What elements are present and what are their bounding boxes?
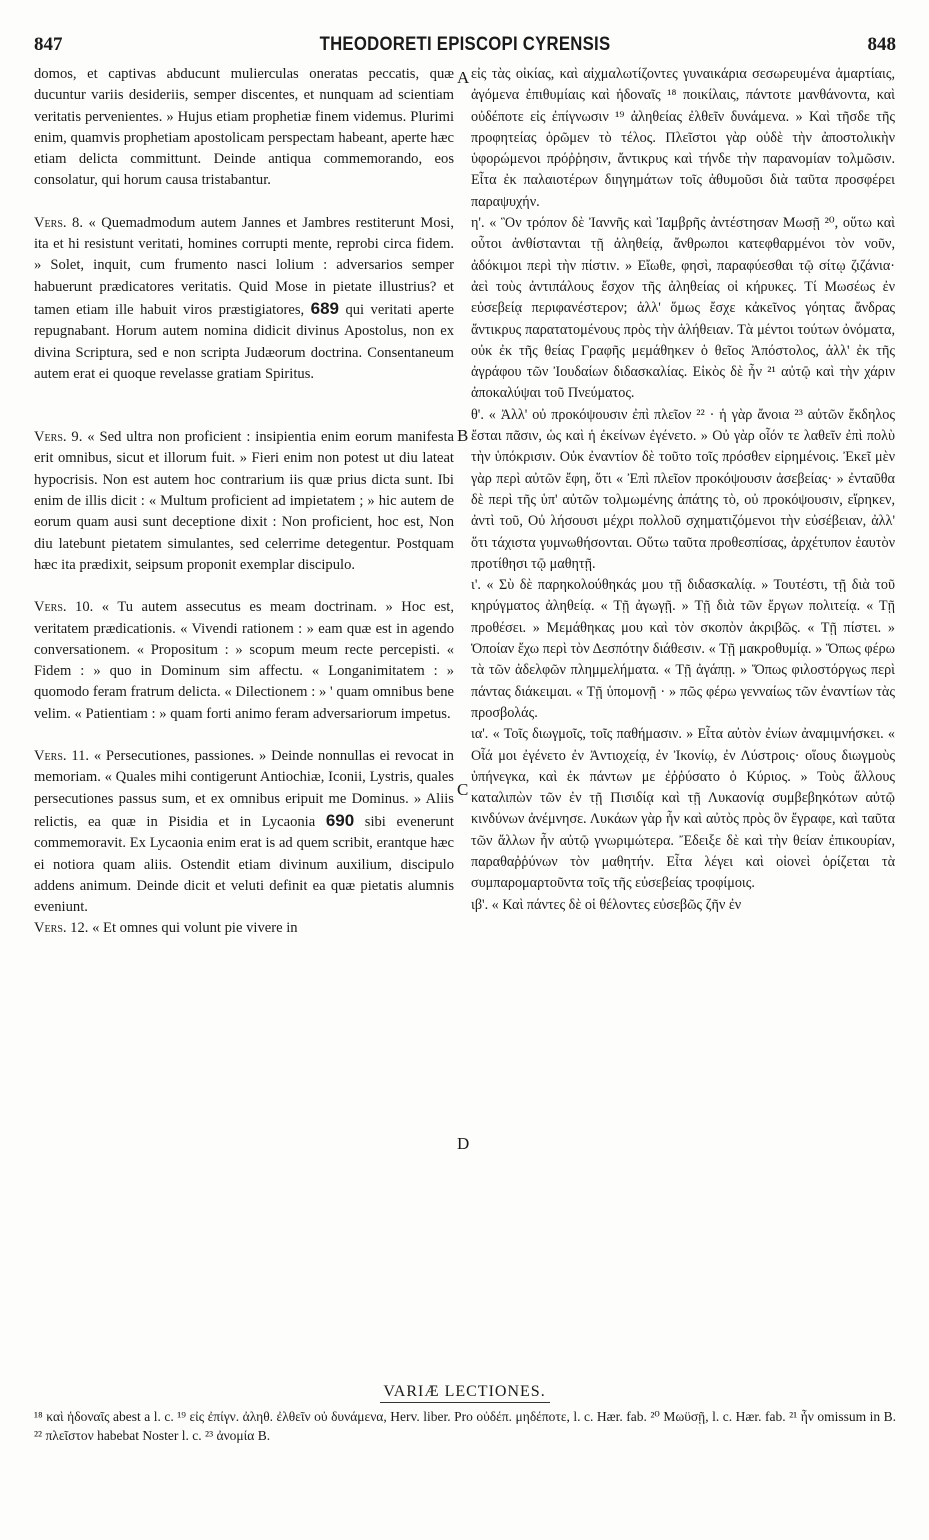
latin-verse-12-text: « Et omnes qui volunt pie vivere in: [92, 920, 298, 937]
latin-column: [34, 64, 454, 940]
latin-verse-9: [34, 427, 454, 576]
verse-label: Vers. 12.: [34, 920, 89, 937]
greek-verse-9: θ'. « Ἀλλ' οὐ προκόψουσιν ἐπὶ πλεῖον ²² · ἡ γὰρ ἄνοια ²³ αὐτῶν ἔκδηλος ἔσται πᾶσιν, ὡς καὶ ἡ ἐκείνων ἐγένετο. » Οὐ γὰρ οἷόν τε λαθεῖν ἐπὶ πολὺ τὴν ὑπόκρισιν. Οὐκ ἐναντίον δὲ τοῦτο τοῖς πρόσθεν εἰρημένοις. Ἐκεῖ μὲν γὰρ περὶ αὐτῶν ἔφη, ὅτι « Ἐπὶ πλεῖον προκόψουσιν ἀσεβείας· » ἐνταῦθα δὲ περὶ τῆς ὑπ' αὐτῶν τολμωμένης ἀπάτης τὸ, οὐ προκόψουσιν, εἴρηκεν, ἀντὶ τοῦ, Οὐ λήσουσι μέχρι πολλοῦ σχηματιζόμενοι τὴν εὐσέβειαν, ἀλλ' ὅτι τάχιστα γυμνωθήσονται. Οὕτω ταῦτα προθεσπίσας, ἀρχέτυπον ἑαυτὸν προτίθησι τῷ μαθητῇ.: [471, 406, 895, 572]
verse-label: Vers. 8.: [34, 214, 83, 231]
right-page-number: 848: [867, 34, 896, 55]
latin-verse-10: [34, 597, 454, 725]
verse-label: Vers. 11.: [34, 748, 90, 765]
latin-verse-12: [34, 918, 454, 939]
running-header: [34, 34, 896, 60]
latin-verse-11: [34, 746, 454, 918]
verse-label: Vers. 9.: [34, 429, 83, 446]
margin-letter-c: C: [457, 780, 469, 799]
margin-letter-b: B: [457, 426, 469, 445]
latin-verse-9-text: « Sed ultra non proficient : insipientia enim eorum manifesta erit omnibus, sicut et illorum fuit. » Fieri enim non potest ut diu lateat hypocrisis. Non est autem hoc contrarium iis quæ prius dicta sunt. Ibi enim de illis dicit : « Multum proficient ad impietatem ; » hic autem de eorum quam ausi sunt deceptione dixit : Non proficient, hoc est, Non diu latebunt pietatem simulantes, sed celerrime detegentur. Postquam hæc ita prædixit, seipsum proponit exemplar discipulo.: [34, 429, 454, 573]
verse-label: Vers. 10.: [34, 599, 94, 616]
column-marker: 689: [310, 298, 339, 318]
column-marker: 690: [325, 810, 355, 830]
margin-letter-d: D: [457, 1134, 470, 1153]
margin-letter-a: A: [457, 68, 470, 87]
latin-verse-10-text: « Tu autem assecutus es meam doctrinam. » Hoc est, veritatem prædicationis. « Vivendi rationem : » eam quæ est in agendo conversationem. « Propositum : » scopum meum recte percepisti. « Fidem : » quo in Dominum sim affectu. « Longanimitatem : » quomodo feram fratrum delicta. « Dilectionem : » ' quam omnibus bene velim. « Patientiam : » quam forti animo feram adversariorum impetus.: [34, 599, 454, 722]
greek-column: [471, 64, 895, 916]
running-title: THEODORETI EPISCOPI CYRENSIS: [319, 34, 611, 55]
latin-verse-8: [34, 213, 454, 385]
latin-verse-8-text-a: « Quemadmodum autem Jannes et Jambres restiterunt Mosi, ita et hi resistunt veritati, homines corrupti mente, reprobi circa fidem. » Solet, inquit, cum frumento nasci lolium : adversarios semper habuerunt prædicatores veritatis. Quid Mose in pietate illustrius? et tamen etiam ille habuit viros præstigiatores,: [34, 214, 454, 318]
greek-verse-11: ια'. « Τοῖς διωγμοῖς, τοῖς παθήμασιν. » Εἶτα αὐτὸν ἐνίων ἀναμιμνήσκει. « Οἷά μοι ἐγένετο ἐν Ἀντιοχείᾳ, ἐν Ἰκονίῳ, ἐν Λύστροις· οἵους διωγμοὺς ὑπήνεγκα, καὶ ἐκ πάντων με ἐῤῥύσατο ὁ Κύριος. » Τοὺς ἄλλους καταλιπὼν τῶν ἐν τῇ Πισιδίᾳ καὶ τῇ Λυκαονίᾳ συμβεβηκότων αὐτῷ κινδύνων ἀνέμνησε. Λυκάων γὰρ ἦν καὶ αὐτὸς πρὸς ὃν ἔγραφε, καὶ ταῦτα τῶν ἄλλων ἦν αὐτῷ γνωριμώτερα. Ἔδειξε δὲ καὶ τὴν θείαν ἐπικουρίαν, παραθαῤῥύνων τὸν μαθητήν. Εἶτα λέγει καὶ οἱονεὶ ὁρίζεται τὰ συμπαρομαρτοῦντα τοῖς τῆς εὐσεβείας τροφίμοις.: [471, 726, 895, 892]
latin-paragraph-intro: domos, et captivas abducunt mulierculas oneratas peccatis, quæ ducuntur variis desideriis, semper discentes, et nunquam ad scientiam veritatis pervenientes. » Hujus etiam prophetiæ finem videmus. Plurimi enim, quamvis prophetiam apostolicam perspectam habeant, aperte hæc etiam delicta committunt. Deinde antiqua commemorando, eos consolatur, qui horum causa tristabantur.: [34, 66, 454, 189]
greek-verse-8: η'. « Ὃν τρόπον δὲ Ἰαννῆς καὶ Ἰαμβρῆς ἀντέστησαν Μωσῇ ²⁰, οὕτω καὶ οὗτοι ἀνθίστανται τῇ ἀληθείᾳ, ἄνθρωποι κατεφθαρμένοι τὸν νοῦν, ἀδόκιμοι περὶ τὴν πίστιν. » Εἴωθε, φησὶ, παραφύεσθαι τῷ σίτῳ ζιζάνια· ἀεὶ τοὺς ἀντιπάλους ἔσχον τῆς ἀληθείας οἱ κήρυκες. Τί Μωσέως ἐν εὐσεβείᾳ περιφανέστερον; ἀλλ' ὅμως ἔσχε κἀκεῖνος γόητας ἄνδρας ἄντικρυς παρατατομένους πρὸς τὴν ἀλήθειαν. Τὰ μέντοι τούτων ὀνόματα, οὐκ ἐκ τῆς θείας Γραφῆς μεμάθηκεν ὁ θεῖος Ἀπόστολος, ἀλλ' ἐκ τῆς ἀγράφου τῶν Ἰουδαίων διδασκαλίας. Εἰκὸς δὲ ἦν ²¹ αὐτῷ καὶ τὴν χάριν ἀποκαλύψαι τοῦ Πνεύματος.: [471, 215, 895, 402]
greek-paragraph-intro: εἰς τὰς οἰκίας, καὶ αἰχμαλωτίζοντες γυναικάρια σεσωρευμένα ἁμαρτίαις, ἀγόμενα ἐπιθυμίαις καὶ ἡδοναῖς ¹⁸ ποικίλαις, πάντοτε μανθάνοντα, καὶ οὐδέποτε εἰς ἐπίγνωσιν ¹⁹ ἀληθείας ἐλθεῖν δυνάμενα. » Καὶ τῆσδε τῆς προφητείας ὁρῶμεν τὸ τέλος. Πλεῖστοι γὰρ οὐδὲ τὴν ἀποστολικὴν ὑφορώμενοι πρόῤῥησιν, ἄντικρυς καὶ τήνδε τὴν παρανομίαν τολμῶσιν. Εἶτα ἐκ παλαιοτέρων διηγημάτων τοῖς ἀθυμοῦσι διὰ ταῦτα προσφέρει παραψυχήν.: [471, 66, 895, 210]
left-page-number: 847: [34, 34, 63, 55]
latin-verse-11-text-a: « Persecutiones, passiones. » Deinde nonnullas ei revocat in memoriam. « Quales mihi contigerunt Antiochiæ, Iconii, Lystris, quales persecutiones passus sum, et ex omnibus eripuit me Dominus. » Aliis relictis, ea quæ in Pisidia et in Lycaonia: [34, 748, 454, 830]
latin-verse-11-text-b: sibi evenerunt commemoravit. Ex Lycaonia enim erat is ad quem scribit, erantque hæc ei notiora quam aliis. Ostendit etiam divinum auxilium, discipulo addens animum. Deinde dicit et veluti definit ea quæ pietatis alumnis eveniunt.: [34, 813, 454, 916]
greek-verse-12: ιβ'. « Καὶ πάντες δὲ οἱ θέλοντες εὐσεβῶς ζῆν ἐν: [471, 896, 742, 913]
latin-verse-8-text-b: qui veritati aperte repugnabant. Horum autem nomina didicit divinus Apostolus, non ex divina Scriptura, sed e non scripta Judæorum doctrina. Consentaneum autem erat ei quoque revelasse gratiam Spiritus.: [34, 301, 454, 382]
greek-verse-10: ι'. « Σὺ δὲ παρηκολούθηκάς μου τῇ διδασκαλίᾳ. » Τουτέστι, τῇ διὰ τοῦ κηρύγματος ἀληθείᾳ. « Τῇ ἀγωγῇ. » Τῇ διὰ τῶν ἔργων πολιτείᾳ. « Τῇ προθέσει. » Μεμάθηκας μου καὶ τὸν σκοπὸν ἀκριβῶς. « Τῇ πίστει. » Ὁποίαν ἔχω περὶ τὸν Δεσπότην διάθεσιν. « Τῇ μακροθυμίᾳ. » Ὅπως φέρω τὰ τῶν ἀδελφῶν πλημμελήματα. « Τῇ ἀγάπῃ. » Ὅπως φιλοστόργως περὶ πάντας διάκειμαι. « Τῇ ὑπομονῇ · » πῶς φέρω γενναίως τῶν ἐναντίων τὰς προσβολάς.: [471, 577, 895, 721]
variae-lectiones-title: VARIÆ LECTIONES.: [0, 1383, 929, 1403]
variae-lectiones-notes: ¹⁸ καὶ ἡδοναῖς abest a l. c. ¹⁹ εἰς ἐπίγν. ἀληθ. ἐλθεῖν οὐ δυνάμενα, Herv. liber. Pro οὐδέπ. μηδέποτε, l. c. Hær. fab. ²⁰ Μωϋσῇ, l. c. Hær. fab. ²¹ ἦν omissum in B. ²² πλεῖστον habebat Noster l. c. ²³ ἀνομία B.: [34, 1409, 896, 1443]
